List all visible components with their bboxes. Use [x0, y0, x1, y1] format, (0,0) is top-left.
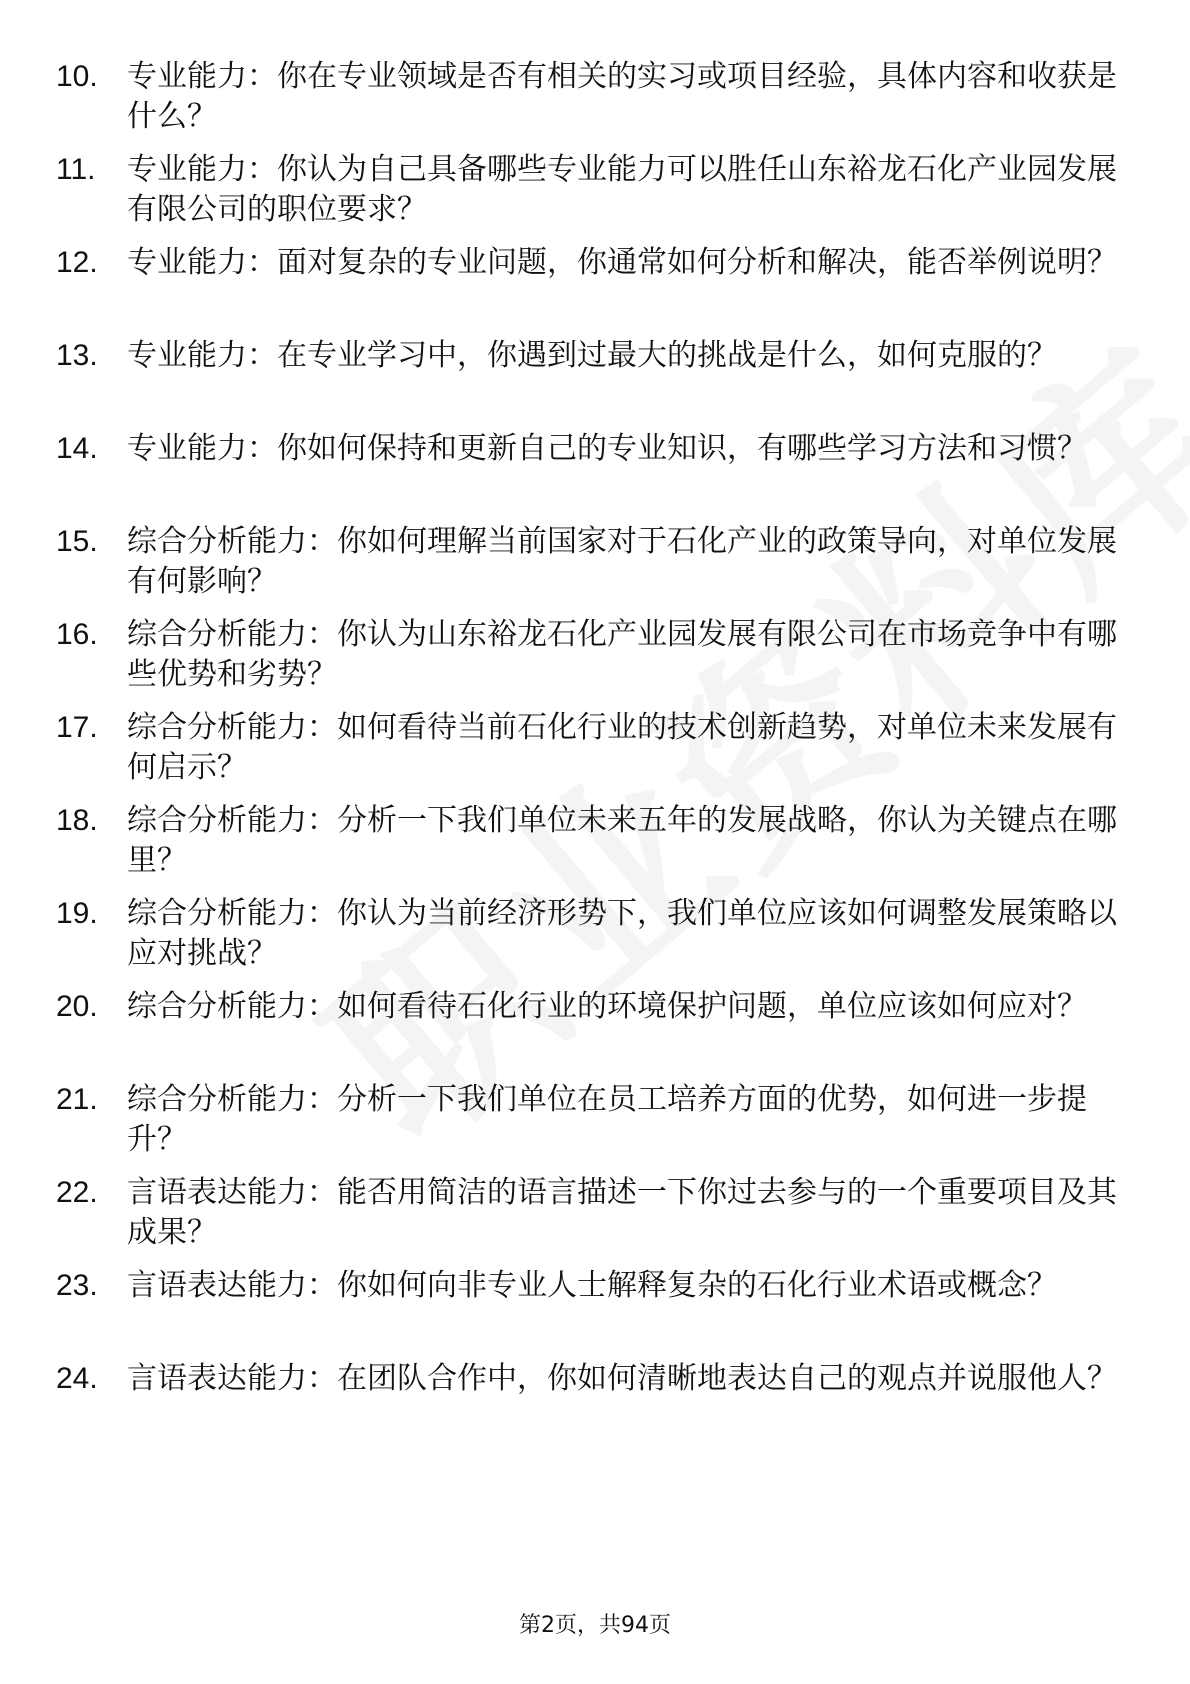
- question-text: 专业能力：你认为自己具备哪些专业能力可以胜任山东裕龙石化产业园发展有限公司的职位要求？: [127, 152, 1117, 227]
- question-item: [0, 522, 1190, 612]
- question-text: 言语表达能力：你如何向非专业人士解释复杂的石化行业术语或概念？: [127, 1268, 1057, 1303]
- question-number: 23.: [56, 1269, 98, 1302]
- question-item: [0, 1080, 1190, 1170]
- question-number: 15.: [56, 525, 98, 558]
- question-item: [0, 987, 1190, 1077]
- question-number: 17.: [56, 711, 98, 744]
- question-number: 13.: [56, 339, 98, 372]
- question-text: 言语表达能力：在团队合作中，你如何清晰地表达自己的观点并说服他人？: [127, 1361, 1117, 1396]
- question-item: [0, 1359, 1190, 1449]
- question-number: 12.: [56, 246, 98, 279]
- question-text: 综合分析能力：分析一下我们单位未来五年的发展战略，你认为关键点在哪里？: [127, 803, 1117, 878]
- question-item: [0, 150, 1190, 240]
- question-item: [0, 57, 1190, 147]
- question-text: 综合分析能力：如何看待当前石化行业的技术创新趋势，对单位未来发展有何启示？: [127, 710, 1117, 785]
- question-text: 专业能力：你如何保持和更新自己的专业知识，有哪些学习方法和习惯？: [127, 431, 1087, 466]
- question-item: [0, 336, 1190, 426]
- question-item: [0, 894, 1190, 984]
- page-footer: 第2页，共94页: [519, 1613, 671, 1638]
- question-number: 16.: [56, 618, 98, 651]
- question-text: 综合分析能力：分析一下我们单位在员工培养方面的优势，如何进一步提升？: [127, 1082, 1087, 1157]
- question-item: [0, 801, 1190, 891]
- question-number: 18.: [56, 804, 98, 837]
- question-number: 19.: [56, 897, 98, 930]
- question-number: 21.: [56, 1083, 98, 1116]
- question-text: 综合分析能力：你认为山东裕龙石化产业园发展有限公司在市场竞争中有哪些优势和劣势？: [127, 617, 1117, 692]
- question-number: 22.: [56, 1176, 98, 1209]
- question-number: 24.: [56, 1362, 98, 1395]
- question-text: 言语表达能力：能否用简洁的语言描述一下你过去参与的一个重要项目及其成果？: [127, 1175, 1117, 1250]
- question-item: [0, 615, 1190, 705]
- question-text: 综合分析能力：如何看待石化行业的环境保护问题，单位应该如何应对？: [127, 989, 1087, 1024]
- question-text: 综合分析能力：你认为当前经济形势下，我们单位应该如何调整发展策略以应对挑战？: [127, 896, 1117, 971]
- question-text: 综合分析能力：你如何理解当前国家对于石化产业的政策导向，对单位发展有何影响？: [127, 524, 1117, 599]
- question-item: [0, 1266, 1190, 1356]
- question-number: 11.: [56, 153, 96, 186]
- question-item: [0, 243, 1190, 333]
- question-number: 20.: [56, 990, 98, 1023]
- question-number: 14.: [56, 432, 98, 465]
- question-item: [0, 708, 1190, 798]
- question-item: [0, 1173, 1190, 1263]
- question-text: 专业能力：在专业学习中，你遇到过最大的挑战是什么，如何克服的？: [127, 338, 1057, 373]
- question-text: 专业能力：你在专业领域是否有相关的实习或项目经验，具体内容和收获是什么？: [127, 59, 1117, 134]
- question-number: 10.: [56, 60, 98, 93]
- question-text: 专业能力：面对复杂的专业问题，你通常如何分析和解决，能否举例说明？: [127, 245, 1117, 280]
- question-item: [0, 429, 1190, 519]
